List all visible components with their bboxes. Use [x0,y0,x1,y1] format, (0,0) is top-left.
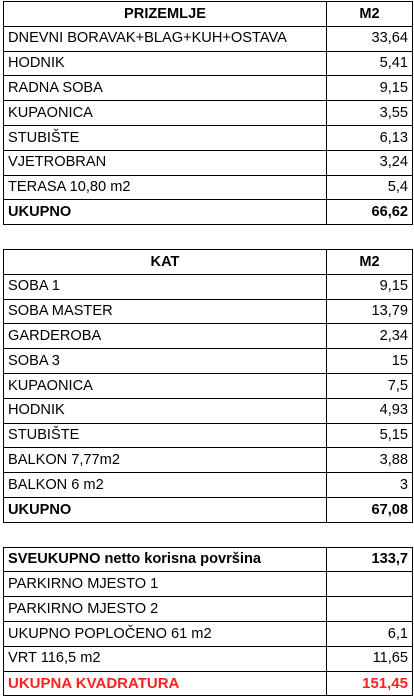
area-table-body [4,2,413,696]
table-row [4,101,413,126]
area-table [3,1,413,696]
table-row [4,26,413,51]
table-row [4,150,413,175]
kat-total-label: UKUPNO [4,497,327,522]
room-area: 33,64 [327,26,413,51]
room-name: KUPAONICA [4,373,327,398]
room-area: 15 [327,349,413,374]
room-name: HODNIK [4,398,327,423]
item-name: UKUPNO POPLOČENO 61 m2 [4,621,327,646]
item-area [327,597,413,622]
net-area-row [4,547,413,572]
table-row [4,646,413,671]
table-row [4,51,413,76]
room-name: VJETROBRAN [4,150,327,175]
room-area: 5,15 [327,423,413,448]
table-row [4,175,413,200]
grand-total-value: 151,45 [327,671,413,696]
room-area: 6,13 [327,125,413,150]
spacer-cell [327,522,413,547]
grand-total-row [4,671,413,696]
room-area: 2,34 [327,324,413,349]
table-row [4,572,413,597]
kat-total-value: 67,08 [327,497,413,522]
room-name: GARDEROBA [4,324,327,349]
table-row [4,76,413,101]
room-name: RADNA SOBA [4,76,327,101]
room-name: DNEVNI BORAVAK+BLAG+KUH+OSTAVA [4,26,327,51]
prizemlje-header-unit: M2 [327,2,413,27]
table-row [4,349,413,374]
room-area: 3,55 [327,101,413,126]
room-area: 3,24 [327,150,413,175]
room-name: HODNIK [4,51,327,76]
kat-total-row [4,497,413,522]
item-name: PARKIRNO MJESTO 1 [4,572,327,597]
table-row [4,448,413,473]
room-name: TERASA 10,80 m2 [4,175,327,200]
room-name: SOBA 1 [4,274,327,299]
room-area: 4,93 [327,398,413,423]
table-row [4,324,413,349]
room-area: 5,4 [327,175,413,200]
table-row [4,473,413,498]
room-area: 3,88 [327,448,413,473]
table-row [4,398,413,423]
prizemlje-total-label: UKUPNO [4,200,327,225]
table-row [4,621,413,646]
table-row [4,299,413,324]
room-area: 7,5 [327,373,413,398]
item-name: VRT 116,5 m2 [4,646,327,671]
room-area: 5,41 [327,51,413,76]
table-row [4,274,413,299]
table-row [4,597,413,622]
net-area-value: 133,7 [327,547,413,572]
room-name: STUBIŠTE [4,423,327,448]
item-area: 6,1 [327,621,413,646]
room-name: SOBA 3 [4,349,327,374]
spacer-cell [4,522,327,547]
table-row [4,423,413,448]
room-area: 3 [327,473,413,498]
area-spreadsheet [3,1,412,696]
prizemlje-total-value: 66,62 [327,200,413,225]
room-name: STUBIŠTE [4,125,327,150]
room-area: 13,79 [327,299,413,324]
room-name: KUPAONICA [4,101,327,126]
prizemlje-total-row [4,200,413,225]
room-area: 9,15 [327,76,413,101]
room-name: BALKON 6 m2 [4,473,327,498]
room-name: BALKON 7,77m2 [4,448,327,473]
kat-header-label: KAT [4,249,327,274]
grand-total-label: UKUPNA KVADRATURA [4,671,327,696]
spacer-cell [4,225,327,250]
net-area-label: SVEUKUPNO netto korisna površina [4,547,327,572]
spacer-row [4,522,413,547]
room-area: 9,15 [327,274,413,299]
kat-header-unit: M2 [327,249,413,274]
prizemlje-header-row [4,2,413,27]
item-name: PARKIRNO MJESTO 2 [4,597,327,622]
spacer-cell [327,225,413,250]
table-row [4,373,413,398]
table-row [4,125,413,150]
item-area: 11,65 [327,646,413,671]
room-name: SOBA MASTER [4,299,327,324]
prizemlje-header-label: PRIZEMLJE [4,2,327,27]
item-area [327,572,413,597]
kat-header-row [4,249,413,274]
spacer-row [4,225,413,250]
